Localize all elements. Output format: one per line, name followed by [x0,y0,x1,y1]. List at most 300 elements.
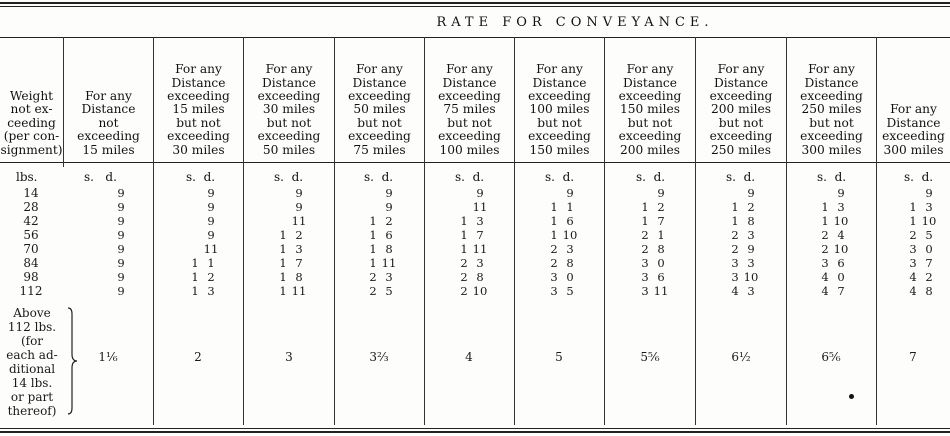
weight-header [0,40,63,157]
header-line: 50 miles [262,142,316,157]
pence-value: 8 [747,214,755,228]
rate-cell [366,284,398,298]
header-line: 75 miles [443,102,496,117]
rate-cell [547,214,579,228]
rate-cell [276,200,308,214]
shillings-value: 2 [821,228,829,242]
pence-value: 10 [833,214,849,228]
shillings-value: 2 [550,256,558,270]
shillings-value: 2 [460,284,468,298]
header-line: 50 miles [353,102,406,117]
pence-value: 8 [476,270,484,284]
header-line: For any [717,62,765,77]
bottom-double-rule-b [0,431,950,433]
rate-cell [276,284,308,298]
distance-header-4 [335,40,424,157]
rate-cell [188,242,220,256]
rate-cell [728,270,760,284]
above-line: or part [10,390,54,404]
shillings-value: 1 [191,270,199,284]
header-line: 150 miles [529,142,590,157]
header-line: but not [537,115,582,130]
distance-header-1 [64,40,153,157]
header-line: exceeding [528,88,591,103]
header-line: exceeding [167,129,230,144]
unit-sd: s. d. [186,170,216,184]
shillings-value: 4 [909,270,917,284]
pence-value: 5 [925,228,933,242]
curly-brace-icon [66,306,78,416]
weight-header-line: ceeding [7,115,56,130]
rate-cell [818,200,850,214]
pence-value: 3 [295,242,303,256]
rate-cell [98,242,130,256]
shillings-value: 4 [821,284,829,298]
pence-value: 9 [747,242,755,256]
rate-cell [638,214,670,228]
header-line: For any [85,88,132,103]
pence-value: 7 [476,228,484,242]
top-double-rule-b [0,6,950,7]
weight-value: 56 [23,228,39,242]
pence-value: 7 [657,214,665,228]
pence-value: 3 [385,270,393,284]
rate-cell [276,186,308,200]
pence-value: 9 [117,214,125,228]
shillings-value: 1 [279,256,287,270]
shillings-value: 1 [460,214,468,228]
unit-sd: s. d. [274,170,304,184]
rate-cell [276,242,308,256]
header-line: 75 miles [353,142,406,157]
pence-value: 2 [385,214,393,228]
shillings-value: 3 [909,256,917,270]
header-line: For any [626,62,674,77]
pence-value: 10 [743,270,759,284]
unit-sd: s. d. [726,170,756,184]
pence-value: 1 [657,228,665,242]
additional-rate-value: 5⅚ [640,350,660,364]
pence-value: 0 [657,256,665,270]
header-line: exceeding [882,129,945,144]
header-line: exceeding [800,129,863,144]
header-line: Distance [532,75,587,90]
unit-sd: s. d. [455,170,485,184]
header-line: exceeding [618,88,682,103]
shillings-value: 1 [821,200,829,214]
pence-value: 9 [657,186,665,200]
header-line: 30 miles [172,142,225,157]
unit-sd: s. d. [364,170,394,184]
pence-value: 11 [472,200,488,214]
above-line: thereof) [7,404,57,418]
shillings-value: 4 [731,284,739,298]
header-line: 100 miles [529,102,590,117]
rate-cell [818,228,850,242]
header-line: exceeding [348,129,411,144]
shillings-value: 1 [460,242,468,256]
rate-cell [728,284,760,298]
weight-value: 28 [23,200,39,214]
shillings-value: 1 [731,214,739,228]
rate-cell [457,284,489,298]
rate-cell [366,214,398,228]
pence-value: 9 [925,186,933,200]
shillings-value: 4 [821,270,829,284]
pence-value: 9 [207,214,215,228]
pence-value: 6 [837,256,845,270]
shillings-value: 3 [550,284,558,298]
rate-cell [98,270,130,284]
header-line: For any [536,62,583,77]
rate-cell [547,270,579,284]
shillings-value: 1 [909,200,917,214]
rate-cell [366,186,398,200]
pence-value: 10 [921,214,937,228]
shillings-value: 4 [909,284,917,298]
pence-value: 5 [566,284,574,298]
shillings-value: 1 [909,214,917,228]
shillings-value: 2 [460,256,468,270]
ink-spot [849,394,854,399]
shillings-value: 2 [460,270,468,284]
pence-value: 8 [385,242,393,256]
above-line: (for [20,334,44,348]
header-line: For any [890,102,937,117]
header-line: Distance [623,75,677,90]
shillings-value: 1 [550,228,558,242]
pence-value: 9 [837,186,845,200]
weight-header-line: signment) [0,142,63,157]
rate-cell [98,228,130,242]
pence-value: 8 [657,242,665,256]
rate-cell [638,228,670,242]
rate-cell [547,284,579,298]
shillings-value: 3 [641,270,649,284]
rate-cell [818,186,850,200]
pence-value: 6 [385,228,393,242]
header-line: exceeding [257,88,321,103]
shillings-value: 1 [550,214,558,228]
rate-cell [728,228,760,242]
rate-cell [728,242,760,256]
header-line: 15 miles [172,102,225,117]
header-line: but not [809,115,854,130]
weight-header-line: Weight [9,88,54,103]
pence-value: 8 [295,270,303,284]
shillings-value: 3 [641,256,649,270]
rate-cell [98,256,130,270]
header-line: exceeding [709,129,773,144]
rate-cell [366,256,398,270]
shillings-value: 1 [279,284,287,298]
shillings-value: 1 [279,270,287,284]
pence-value: 2 [295,228,303,242]
pence-value: 6 [566,214,574,228]
rate-cell [818,214,850,228]
weight-column [0,186,62,298]
shillings-value: 1 [279,242,287,256]
pence-value: 8 [925,284,933,298]
additional-rate-value: 2 [194,350,202,364]
shillings-value: 2 [731,228,739,242]
top-double-rule-a [0,2,950,4]
header-line: Distance [352,75,407,90]
header-line: exceeding [438,129,501,144]
additional-rate-value: 3⅔ [369,350,389,364]
weight-value: 42 [23,214,39,228]
pence-value: 9 [117,200,125,214]
distance-header-7 [605,40,695,157]
rate-cell [638,200,670,214]
pence-value: 3 [476,256,484,270]
pence-value: 9 [207,200,215,214]
rate-cell [818,284,850,298]
rate-cell [276,214,308,228]
pence-value: 3 [837,200,845,214]
rate-cell [457,214,489,228]
unit-sd: s. d. [545,170,575,184]
header-line: Distance [804,75,859,90]
pence-value: 9 [295,186,303,200]
above-line: Above [13,306,51,320]
header-line: not [98,115,119,130]
pence-value: 9 [747,186,755,200]
pence-value: 9 [385,200,393,214]
header-line: Distance [714,75,768,90]
pence-value: 9 [117,256,125,270]
pence-value: 4 [837,228,845,242]
header-line: For any [446,62,493,77]
subheader-rule [0,162,950,163]
rate-cell [547,242,579,256]
shillings-value: 3 [821,256,829,270]
rate-cell [818,270,850,284]
header-line: exceeding [77,129,140,144]
pence-value: 1 [566,200,574,214]
pence-value: 1 [207,256,215,270]
rate-cell [457,186,489,200]
pence-value: 7 [925,256,933,270]
rate-cell [638,284,670,298]
rate-cell [276,256,308,270]
weight-value: 112 [19,284,43,298]
header-line: 100 miles [439,142,500,157]
additional-rate-value: 6½ [731,350,751,364]
rate-cell [188,256,220,270]
rate-cell [547,256,579,270]
rate-cell [188,270,220,284]
pence-value: 6 [657,270,665,284]
shillings-value: 2 [821,242,829,256]
header-line: For any [808,62,855,77]
pence-value: 10 [833,242,849,256]
pence-value: 2 [925,270,933,284]
above-line: 14 lbs. [11,376,53,390]
rate-cell [188,284,220,298]
shillings-value: 1 [731,200,739,214]
bottom-double-rule-a [0,428,950,429]
shillings-value: 3 [731,270,739,284]
pence-value: 0 [837,270,845,284]
rate-cell [728,186,760,200]
header-line: but not [627,115,673,130]
pence-value: 0 [566,270,574,284]
header-line: Distance [81,102,136,117]
pence-value: 11 [291,214,307,228]
rate-cell [728,256,760,270]
pence-value: 9 [385,186,393,200]
pence-value: 3 [747,228,755,242]
header-line: 300 miles [883,142,944,157]
header-line: exceeding [528,129,591,144]
additional-rate-value: 3 [285,350,293,364]
additional-rate-value: 1⅙ [98,350,118,364]
rate-cell [188,214,220,228]
distance-header-9 [787,40,876,157]
pence-value: 9 [207,228,215,242]
rate-cell [457,228,489,242]
above-line: each ad- [6,348,58,362]
rate-cell [276,228,308,242]
shillings-value: 2 [369,284,377,298]
header-line: but not [718,115,764,130]
distance-header-5 [425,40,514,157]
header-line: 200 miles [711,102,771,117]
rate-cell [906,228,938,242]
shillings-value: 2 [369,270,377,284]
header-rule [0,37,950,38]
rate-cell [276,270,308,284]
above-112-label [2,306,62,418]
header-line: but not [266,115,312,130]
header-line: exceeding [167,88,230,103]
pence-value: 2 [207,270,215,284]
rate-cell [906,200,938,214]
additional-rate-value: 4 [465,350,473,364]
header-line: For any [356,62,403,77]
rate-cell [457,256,489,270]
rate-cell [457,270,489,284]
pence-value: 3 [476,214,484,228]
header-line: but not [447,115,492,130]
additional-rate-value: 7 [909,350,917,364]
header-line: exceeding [709,88,773,103]
additional-rate-value: 5 [555,350,563,364]
pence-value: 11 [653,284,669,298]
pence-value: 9 [207,186,215,200]
header-line: 15 miles [82,142,135,157]
shillings-value: 1 [550,200,558,214]
pence-value: 10 [562,228,578,242]
pence-value: 5 [385,284,393,298]
shillings-value: 3 [641,284,649,298]
shillings-value: 1 [369,228,377,242]
weight-value: 14 [23,186,39,200]
shillings-value: 1 [369,214,377,228]
unit-sd: s. d. [84,170,117,184]
shillings-value: 2 [909,228,917,242]
distance-header-8 [696,40,786,157]
pence-value: 3 [747,256,755,270]
pence-value: 2 [657,200,665,214]
header-line: Distance [262,75,316,90]
header-line: 250 miles [711,142,771,157]
header-line: but not [357,115,402,130]
pence-value: 7 [837,284,845,298]
distance-header-6 [515,40,604,157]
shillings-value: 1 [821,214,829,228]
header-line: Distance [886,115,941,130]
distance-header-3 [244,40,334,157]
shillings-value: 3 [731,256,739,270]
pence-value: 9 [295,200,303,214]
shillings-value: 1 [460,228,468,242]
rate-cell [728,214,760,228]
weight-value: 70 [23,242,39,256]
pence-value: 11 [381,256,397,270]
additional-rate-value: 6⅚ [821,350,841,364]
header-line: exceeding [618,129,682,144]
pence-value: 9 [117,270,125,284]
rate-cell [457,200,489,214]
rate-cell [98,186,130,200]
shillings-value: 3 [550,270,558,284]
pence-value: 7 [295,256,303,270]
rate-cell [906,270,938,284]
rate-cell [638,242,670,256]
shillings-value: 2 [641,228,649,242]
shillings-value: 3 [909,242,917,256]
unit-sd: s. d. [636,170,666,184]
rate-cell [366,270,398,284]
pence-value: 0 [925,242,933,256]
header-line: but not [176,115,221,130]
unit-weight: lbs. [16,170,38,184]
header-line: exceeding [800,88,863,103]
above-line: ditional [8,362,56,376]
pence-value: 3 [925,200,933,214]
pence-value: 11 [472,242,488,256]
shillings-value: 1 [191,284,199,298]
pence-value: 2 [747,200,755,214]
pence-value: 9 [117,186,125,200]
rate-cell [547,228,579,242]
rate-cell [98,284,130,298]
unit-sd: s. d. [817,170,847,184]
header-line: 300 miles [801,142,862,157]
rate-cell [906,256,938,270]
shillings-value: 1 [279,228,287,242]
header-line: For any [175,62,222,77]
shillings-value: 1 [191,256,199,270]
unit-sd: s. d. [904,170,934,184]
pence-value: 10 [472,284,488,298]
rate-cell [98,200,130,214]
rate-cell [188,200,220,214]
header-line: exceeding [257,129,321,144]
rate-cell [728,200,760,214]
header-line: 30 miles [262,102,316,117]
above-line: 112 lbs. [7,320,57,334]
rate-cell [188,186,220,200]
distance-header-2 [154,40,243,157]
pence-value: 11 [203,242,219,256]
rate-cell [818,256,850,270]
rate-cell [638,270,670,284]
header-line: 250 miles [801,102,862,117]
pence-value: 9 [117,284,125,298]
